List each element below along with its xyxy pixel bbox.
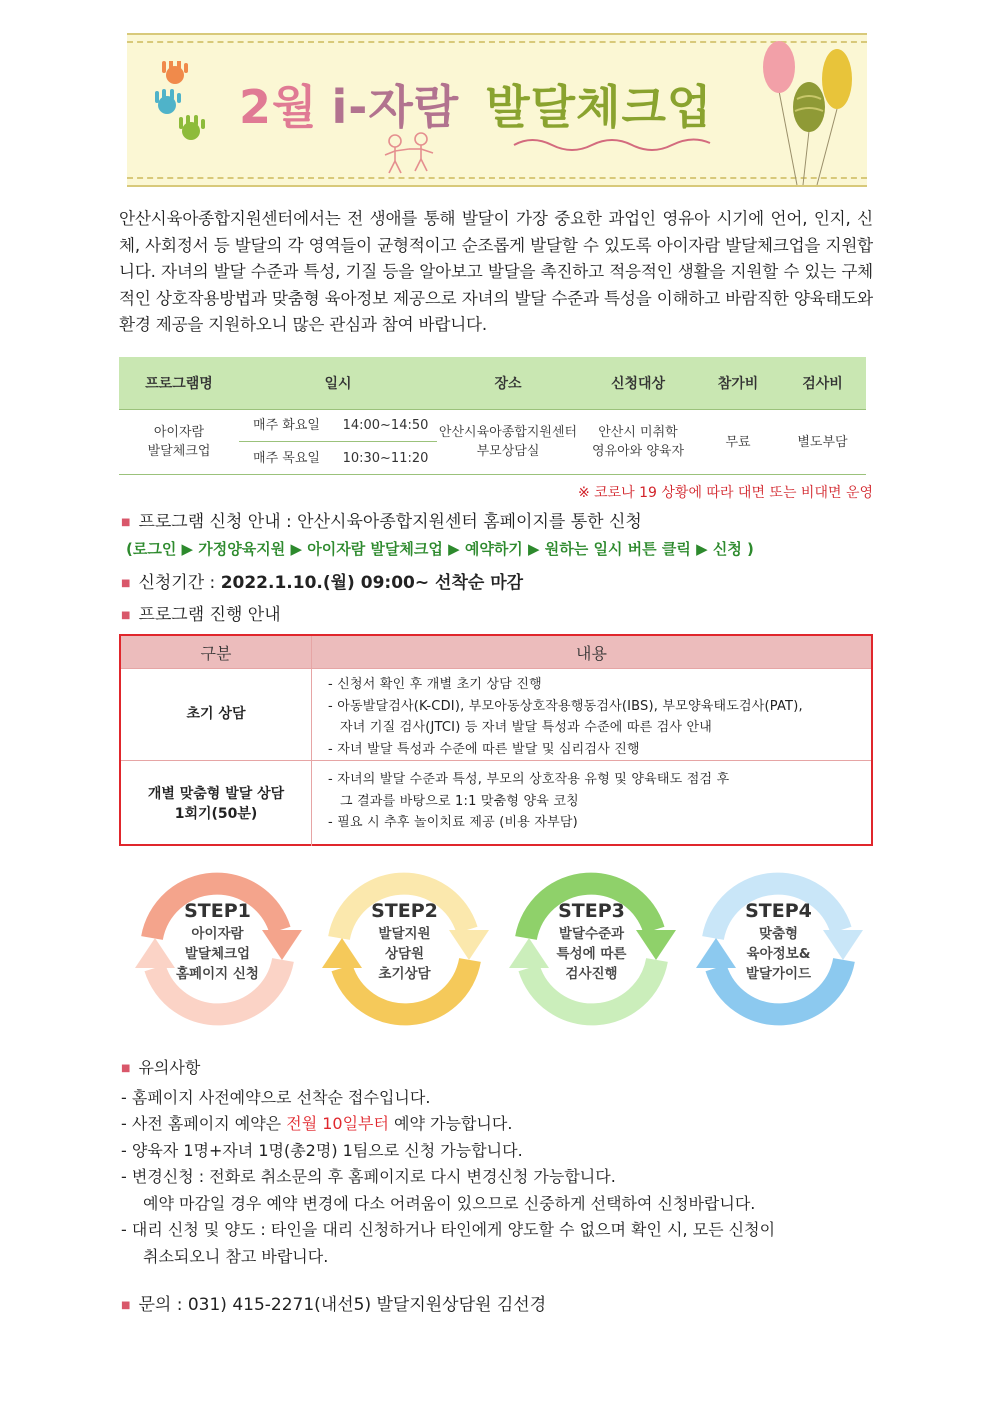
apply-period-label: 신청기간 :: [138, 573, 221, 593]
note-item: - 홈페이지 사전예약으로 선착순 접수입니다.: [121, 1087, 431, 1107]
step-3-line: 특성에 따른: [556, 946, 627, 962]
banner-dashed-border-top: [127, 41, 867, 43]
program-name-line2: 발달체크업: [147, 444, 211, 459]
place-line2: 부모상담실: [476, 444, 540, 459]
note-item: - 대리 신청 및 양도 : 타인을 대리 신청하거나 타인에게 양도할 수 없으며 확인 시, 모든 신청이: [121, 1220, 776, 1239]
fee-cell: 무료: [697, 410, 779, 475]
step-1-line: 발달체크업: [184, 946, 251, 962]
step-1-line: 아이자람: [191, 926, 244, 942]
schedule-row: [119, 410, 866, 442]
apply-path: (로그인 ▶ 가정양육지원 ▶ 아이자람 발달체크업 ▶ 예약하기 ▶ 원하는 일시 버튼 클릭 ▶ 신청 ): [126, 540, 754, 558]
decorative-squiggle-icon: [512, 133, 712, 153]
progress-row-initial: [121, 668, 871, 761]
progress-table: [119, 634, 873, 846]
day-thursday: 매주 목요일: [239, 442, 334, 475]
custom-consult-label-line1: 개별 맞춤형 발달 상담: [147, 785, 285, 802]
custom-consult-line: - 필요 시 추후 놀이치료 제공 (비용 자부담): [328, 815, 578, 830]
progress-header-category: 구분: [121, 636, 312, 668]
target-line1: 안산시 미취학: [598, 425, 678, 440]
time-thursday: 10:30~11:20: [334, 442, 437, 475]
step-3-text: [504, 900, 679, 984]
time-tuesday: 14:00~14:50: [334, 410, 437, 442]
initial-consult-line: - 자녀 발달 특성과 수준에 따른 발달 및 심리검사 진행: [328, 741, 640, 757]
note-item: - 변경신청 : 전화로 취소문의 후 홈페이지로 다시 변경신청 가능합니다.: [121, 1167, 616, 1186]
note-item: [121, 1111, 775, 1138]
step-3-line: 검사진행: [565, 966, 618, 982]
header-target: 신청대상: [579, 357, 697, 410]
note-item: - 양육자 1명+자녀 1명(총2명) 1팀으로 신청 가능합니다.: [121, 1140, 523, 1160]
contact-line: [121, 1290, 546, 1315]
children-drawing-icon: [379, 131, 439, 176]
step-1-line: 홈페이지 신청: [176, 966, 259, 982]
bullet-square-icon: ■: [121, 1063, 131, 1074]
bullet-square-icon: ■: [121, 517, 131, 528]
progress-header-row: [121, 636, 871, 669]
apply-guide-line: [121, 507, 642, 532]
initial-consult-line: - 아동발달검사(K-CDI), 부모아동상호작용행동검사(IBS), 부모양육태도검사(PAT),: [328, 698, 803, 714]
header-fee: 참가비: [697, 357, 779, 410]
banner-dashed-border-bottom: [127, 177, 867, 179]
bullet-square-icon: ■: [121, 1300, 131, 1311]
step-2-number: STEP2: [371, 900, 438, 922]
title-banner: [127, 33, 867, 187]
step-2-text: [317, 900, 492, 984]
progress-guide-line: [121, 600, 281, 625]
progress-header-content: 내용: [576, 643, 607, 663]
custom-consult-line: 그 결과를 바탕으로 1:1 맞춤형 양육 코칭: [340, 793, 579, 809]
notes-title: 유의사항: [138, 1058, 201, 1077]
bullet-square-icon: ■: [121, 578, 131, 589]
header-datetime: 일시: [239, 357, 437, 410]
banner-program-title: 발달체크업: [485, 80, 713, 134]
schedule-table: [119, 357, 866, 475]
program-name-line1: 아이자람: [153, 425, 205, 440]
balloons-icon: [757, 39, 867, 185]
step-4-line: 맞춤형: [758, 926, 799, 942]
notes-section: [121, 1055, 775, 1270]
place-line1: 안산시육아종합지원센터: [438, 425, 578, 440]
step-2-line: 발달지원: [378, 926, 431, 942]
progress-row-custom: [121, 761, 871, 846]
apply-period-line: [121, 568, 523, 593]
banner-month: 2월: [239, 80, 318, 134]
step-3-line: 발달수준과: [558, 926, 625, 942]
bullet-square-icon: ■: [121, 610, 131, 621]
note-text: 예약 가능합니다.: [388, 1114, 513, 1133]
custom-consult-label: [121, 761, 312, 846]
initial-consult-label: 초기 상담: [121, 668, 312, 760]
target-line2: 영유아와 양육자: [591, 444, 685, 459]
intro-paragraph: 안산시육아종합지원센터에서는 전 생애를 통해 발달이 가장 중요한 과업인 영유아 시기에 언어, 인지, 신체, 사회정서 등 발달의 각 영역들이 균형적이고 순조롭게 발달할 수 있도록 아이자람 발달체크업을 지원합니다. 자녀의 발달 수준과 특성, 기질 등을 알아보고 발달을 촉진하고 적응적인 생활을 지원할 수 있는 구체적인 상호작용방법과 맞춤형 육아정보 제공으로 자녀의 발달 수준과 특성을 이해하고 바람직한 양육태도와 환경 제공을 지원하오니 많은 관심과 참여 바랍니다.: [119, 209, 873, 334]
step-4-number: STEP4: [745, 900, 812, 922]
apply-period-value: 2022.1.10.(월) 09:00~ 선착순 마감: [220, 573, 524, 593]
place-cell: [437, 410, 579, 475]
note-item-continued: 취소되오니 참고 바랍니다.: [143, 1246, 329, 1266]
note-text: - 사전 홈페이지 예약은: [121, 1114, 287, 1133]
step-4-line: 발달가이드: [745, 966, 812, 982]
custom-consult-line: - 자녀의 발달 수준과 특성, 부모의 상호작용 유형 및 양육태도 점검 후: [328, 772, 730, 787]
step-1-text: [130, 900, 305, 984]
custom-consult-content: [312, 761, 871, 846]
program-name-cell: [119, 410, 239, 475]
initial-consult-line: - 신청서 확인 후 개별 초기 상담 진행: [328, 677, 542, 692]
step-3: [504, 860, 679, 1035]
step-2-line: 초기상담: [378, 966, 431, 982]
header-place: 장소: [437, 357, 579, 410]
steps-diagram: [130, 860, 870, 1035]
step-4-line: 육아정보&: [746, 946, 811, 962]
note-highlight: 전월 10일부터: [286, 1114, 389, 1133]
step-1: [130, 860, 305, 1035]
step-2: [317, 860, 492, 1035]
target-cell: [579, 410, 697, 475]
step-4-text: [691, 900, 866, 984]
custom-consult-label-line2: 1회기(50분): [174, 805, 258, 822]
day-tuesday: 매주 화요일: [239, 410, 334, 442]
step-1-number: STEP1: [184, 900, 251, 922]
contact-text: 문의 : 031) 415-2271(내선5) 발달지원상담원 김선경: [138, 1295, 547, 1315]
corona-notice: ※ 코로나 19 상황에 따라 대면 또는 비대면 운영: [577, 485, 873, 501]
handprints-icon: [147, 61, 227, 151]
header-program-name: 프로그램명: [119, 357, 239, 410]
note-item-continued: 예약 마감일 경우 예약 변경에 다소 어려움이 있으므로 신중하게 선택하여 신청바랍니다.: [143, 1193, 756, 1213]
progress-guide-title: 프로그램 진행 안내: [138, 605, 281, 625]
header-test-fee: 검사비: [779, 357, 866, 410]
notes-title-line: [121, 1055, 775, 1085]
banner-title: [239, 71, 712, 137]
step-3-number: STEP3: [558, 900, 625, 922]
step-2-line: 상담원: [384, 946, 425, 962]
banner-brand: i-자람: [331, 80, 460, 134]
test-fee-cell: 별도부담: [779, 410, 866, 475]
initial-consult-content: [312, 668, 871, 760]
schedule-header-row: [119, 357, 866, 410]
initial-consult-line: 자녀 기질 검사(JTCI) 등 자녀 발달 특성과 수준에 따른 검사 안내: [340, 720, 713, 735]
step-4: [691, 860, 866, 1035]
apply-guide-text: 프로그램 신청 안내 : 안산시육아종합지원센터 홈페이지를 통한 신청: [138, 512, 642, 532]
